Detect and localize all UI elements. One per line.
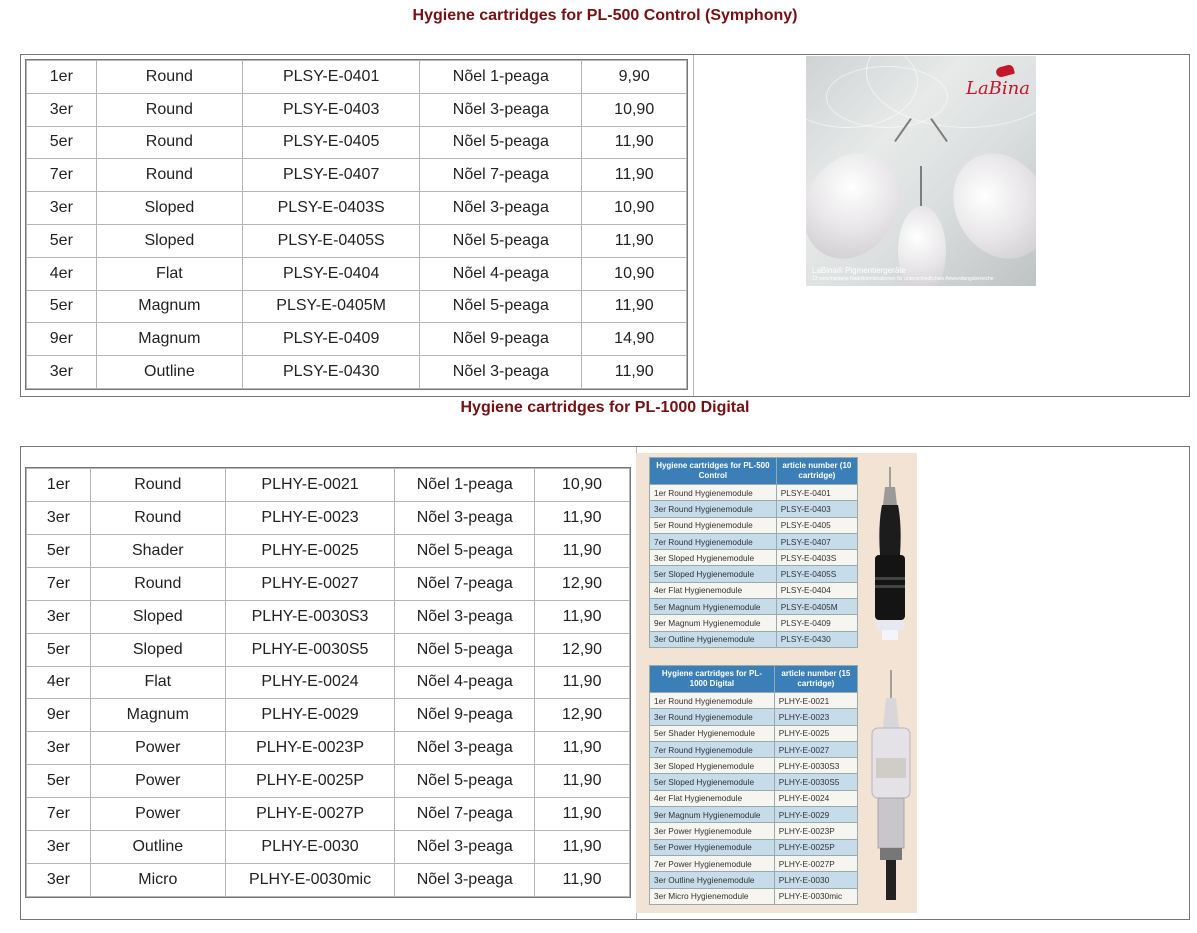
spec-module-cell: 3er Sloped Hygienemodule xyxy=(650,758,775,774)
spec-module-cell: 5er Sloped Hygienemodule xyxy=(650,774,775,790)
section1-table-row xyxy=(27,93,687,126)
spec-article-cell: PLHY-E-0027 xyxy=(774,741,857,757)
spec-row xyxy=(650,501,858,517)
section2-table-cell-type: Power xyxy=(90,798,225,831)
section2-table-row xyxy=(27,765,630,798)
spec-header-row xyxy=(650,666,858,693)
section2-table-cell-article: PLHY-E-0027 xyxy=(225,567,395,600)
spec-module-cell: 3er Sloped Hygienemodule xyxy=(650,550,777,566)
section2-table-cell-size: 1er xyxy=(27,469,91,502)
spec-module-cell: 7er Power Hygienemodule xyxy=(650,855,775,871)
spec-row xyxy=(650,485,858,501)
section1-table-cell-needle: Nõel 5-peaga xyxy=(420,224,582,257)
section2-table-cell-price: 11,90 xyxy=(535,864,630,897)
section1-table-cell-type: Sloped xyxy=(96,224,242,257)
section1-table-cell-article: PLSY-E-0407 xyxy=(243,159,420,192)
section2-table-cell-size: 9er xyxy=(27,699,91,732)
section1-table-cell-price: 10,90 xyxy=(582,93,687,126)
section1-table-cell-article: PLSY-E-0409 xyxy=(243,323,420,356)
spec-article-cell: PLHY-E-0030mic xyxy=(774,888,857,904)
section2-table-cell-needle: Nõel 1-peaga xyxy=(395,469,535,502)
spec-module-cell: 3er Outline Hygienemodule xyxy=(650,872,775,888)
section1-table-row xyxy=(27,192,687,225)
section2-table-cell-price: 12,90 xyxy=(535,699,630,732)
spec-module-cell: 5er Sloped Hygienemodule xyxy=(650,566,777,582)
section2-table-cell-needle: Nõel 5-peaga xyxy=(395,633,535,666)
section2-table-cell-price: 12,90 xyxy=(535,567,630,600)
spec-article-cell: PLSY-E-0407 xyxy=(776,533,857,549)
section2-table-cell-needle: Nõel 4-peaga xyxy=(395,666,535,699)
brand-logo: LaBina xyxy=(966,78,1030,99)
section1-table-row xyxy=(27,323,687,356)
section2-table-cell-article: PLHY-E-0023P xyxy=(225,732,395,765)
section1-table-cell-needle: Nõel 4-peaga xyxy=(420,257,582,290)
spec-header-cell: article number (15 cartridge) xyxy=(774,666,857,693)
section2-table-cell-price: 11,90 xyxy=(535,798,630,831)
black-cartridge-icon xyxy=(868,465,912,645)
section2-table-cell-price: 11,90 xyxy=(535,501,630,534)
spec-module-cell: 5er Shader Hygienemodule xyxy=(650,725,775,741)
spec-row xyxy=(650,725,858,741)
section1-table-cell-type: Round xyxy=(96,93,242,126)
section2-table-cell-needle: Nõel 5-peaga xyxy=(395,534,535,567)
spec-header-cell: Hygiene cartridges for PL-1000 Digital xyxy=(650,666,775,693)
section2-table-cell-type: Magnum xyxy=(90,699,225,732)
section2-table-row xyxy=(27,567,630,600)
section2-table-cell-needle: Nõel 3-peaga xyxy=(395,501,535,534)
spec-article-cell: PLHY-E-0021 xyxy=(774,693,857,709)
section2-table-cell-type: Flat xyxy=(90,666,225,699)
section2-table-cell-article: PLHY-E-0030S5 xyxy=(225,633,395,666)
section1-table-cell-price: 11,90 xyxy=(582,126,687,159)
spec-module-cell: 3er Power Hygienemodule xyxy=(650,823,775,839)
section2-table-row xyxy=(27,469,630,502)
section1-table-cell-type: Round xyxy=(96,61,242,94)
section2-table-cell-needle: Nõel 3-peaga xyxy=(395,732,535,765)
section2-table-row xyxy=(27,831,630,864)
section2-table-cell-price: 11,90 xyxy=(535,600,630,633)
section1-table-cell-needle: Nõel 1-peaga xyxy=(420,61,582,94)
section1-table-row xyxy=(27,290,687,323)
spec-row xyxy=(650,631,858,647)
spec-module-cell: 9er Magnum Hygienemodule xyxy=(650,807,775,823)
section2-table-cell-type: Outline xyxy=(90,831,225,864)
spec-row xyxy=(650,872,858,888)
section1-table-cell-price: 11,90 xyxy=(582,290,687,323)
section2-table-cell-article: PLHY-E-0025 xyxy=(225,534,395,567)
section1-table-cell-type: Magnum xyxy=(96,290,242,323)
spec-row xyxy=(650,855,858,871)
section1-table-cell-needle: Nõel 3-peaga xyxy=(420,93,582,126)
section2-table-cell-size: 5er xyxy=(27,633,91,666)
section2-table-cell-type: Power xyxy=(90,765,225,798)
section2-table-cell-article: PLHY-E-0021 xyxy=(225,469,395,502)
section2-table-cell-type: Sloped xyxy=(90,600,225,633)
section2-table-cell-size: 3er xyxy=(27,501,91,534)
section2-table-row xyxy=(27,798,630,831)
spec-article-cell: PLHY-E-0023P xyxy=(774,823,857,839)
section1-table-cell-size: 3er xyxy=(27,93,97,126)
spec-module-cell: 3er Round Hygienemodule xyxy=(650,501,777,517)
section1-table-cell-size: 7er xyxy=(27,159,97,192)
section1-table-row xyxy=(27,224,687,257)
section1-table-cell-needle: Nõel 5-peaga xyxy=(420,126,582,159)
spec-row xyxy=(650,888,858,904)
section2-table-cell-size: 7er xyxy=(27,567,91,600)
spec-table-pl500 xyxy=(649,457,858,648)
spec-header-row xyxy=(650,458,858,485)
section1-table-cell-needle: Nõel 3-peaga xyxy=(420,356,582,389)
spec-article-cell: PLSY-E-0405S xyxy=(776,566,857,582)
section1-table-row xyxy=(27,356,687,389)
section1-table-cell-needle: Nõel 5-peaga xyxy=(420,290,582,323)
section2-table-cell-article: PLHY-E-0025P xyxy=(225,765,395,798)
section1-table-cell-article: PLSY-E-0405 xyxy=(243,126,420,159)
spec-row xyxy=(650,599,858,615)
section2-table-cell-article: PLHY-E-0023 xyxy=(225,501,395,534)
section1-table-cell-type: Round xyxy=(96,126,242,159)
section1-table-cell-price: 11,90 xyxy=(582,159,687,192)
spec-row xyxy=(650,615,858,631)
spec-module-cell: 4er Flat Hygienemodule xyxy=(650,582,777,598)
spec-table-pl1000 xyxy=(649,665,858,905)
spec-row xyxy=(650,839,858,855)
section2-table-cell-price: 11,90 xyxy=(535,732,630,765)
section1-table-cell-needle: Nõel 3-peaga xyxy=(420,192,582,225)
section1-table-cell-size: 1er xyxy=(27,61,97,94)
section2-table-row xyxy=(27,699,630,732)
spec-module-cell: 3er Round Hygienemodule xyxy=(650,709,775,725)
section1-table-cell-size: 3er xyxy=(27,356,97,389)
section1-table-row xyxy=(27,159,687,192)
section1-table-cell-price: 9,90 xyxy=(582,61,687,94)
section2-table-cell-article: PLHY-E-0029 xyxy=(225,699,395,732)
section1-table-cell-article: PLSY-E-0403S xyxy=(243,192,420,225)
section1-table-cell-price: 11,90 xyxy=(582,356,687,389)
section2-table-cell-type: Round xyxy=(90,469,225,502)
section1-table-cell-price: 14,90 xyxy=(582,323,687,356)
spec-module-cell: 1er Round Hygienemodule xyxy=(650,693,775,709)
clear-cartridge-icon xyxy=(866,668,916,908)
section1-title: Hygiene cartridges for PL-500 Control (Symphony) xyxy=(412,7,798,24)
section2-table-row xyxy=(27,732,630,765)
section1-table-cell-size: 4er xyxy=(27,257,97,290)
section2-table-cell-type: Round xyxy=(90,501,225,534)
section1-table-cell-type: Flat xyxy=(96,257,242,290)
section2-table-row xyxy=(27,600,630,633)
section2-table-cell-type: Sloped xyxy=(90,633,225,666)
spec-article-cell: PLSY-E-0404 xyxy=(776,582,857,598)
section2-table-cell-needle: Nõel 3-peaga xyxy=(395,600,535,633)
spec-row xyxy=(650,693,858,709)
spec-row xyxy=(650,517,858,533)
spec-article-cell: PLHY-E-0025 xyxy=(774,725,857,741)
section2-table-cell-price: 10,90 xyxy=(535,469,630,502)
section2-table-cell-type: Micro xyxy=(90,864,225,897)
section2-title: Hygiene cartridges for PL-1000 Digital xyxy=(460,399,750,416)
spec-row xyxy=(650,741,858,757)
spec-header-cell: article number (10 cartridge) xyxy=(776,458,857,485)
section2-table-cell-price: 11,90 xyxy=(535,534,630,567)
section1-table-cell-size: 5er xyxy=(27,224,97,257)
spec-module-cell: 1er Round Hygienemodule xyxy=(650,485,777,501)
section1-table-cell-size: 9er xyxy=(27,323,97,356)
section1-table-cell-type: Outline xyxy=(96,356,242,389)
spec-module-cell: 4er Flat Hygienemodule xyxy=(650,790,775,806)
spec-article-cell: PLHY-E-0023 xyxy=(774,709,857,725)
section2-table-cell-size: 3er xyxy=(27,864,91,897)
spec-row xyxy=(650,790,858,806)
section2-table-cell-needle: Nõel 7-peaga xyxy=(395,798,535,831)
section1-table-row xyxy=(27,126,687,159)
section2-table-cell-needle: Nõel 3-peaga xyxy=(395,864,535,897)
section2-table-cell-needle: Nõel 3-peaga xyxy=(395,831,535,864)
spec-article-cell: PLHY-E-0030 xyxy=(774,872,857,888)
section1-table-cell-needle: Nõel 9-peaga xyxy=(420,323,582,356)
section1-table-cell-article: PLSY-E-0405S xyxy=(243,224,420,257)
spec-module-cell: 9er Magnum Hygienemodule xyxy=(650,615,777,631)
section1-table-row xyxy=(27,61,687,94)
section2-table-cell-needle: Nõel 5-peaga xyxy=(395,765,535,798)
section1-table-row xyxy=(27,257,687,290)
spec-module-cell: 3er Micro Hygienemodule xyxy=(650,888,775,904)
section2-table-row xyxy=(27,534,630,567)
image-caption: LaBina® Pigmentiergeräte 13 verschiedene Nadelkombinationen für unterschiedlichste Anwendungsbereiche xyxy=(812,266,994,282)
section2-table-frame xyxy=(25,467,631,898)
section2-table-row xyxy=(27,864,630,897)
spec-row xyxy=(650,774,858,790)
section1-table-cell-article: PLSY-E-0430 xyxy=(243,356,420,389)
spec-article-cell: PLSY-E-0403 xyxy=(776,501,857,517)
section2-table-cell-size: 4er xyxy=(27,666,91,699)
spec-article-cell: PLHY-E-0025P xyxy=(774,839,857,855)
spec-article-cell: PLSY-E-0430 xyxy=(776,631,857,647)
section1-table-cell-needle: Nõel 7-peaga xyxy=(420,159,582,192)
section1-table-cell-price: 10,90 xyxy=(582,257,687,290)
section2-table-cell-size: 3er xyxy=(27,831,91,864)
spec-article-cell: PLHY-E-0029 xyxy=(774,807,857,823)
spec-row xyxy=(650,582,858,598)
spec-module-cell: 3er Outline Hygienemodule xyxy=(650,631,777,647)
section2-table-cell-type: Shader xyxy=(90,534,225,567)
section2-price-table xyxy=(26,468,630,897)
section1-table-cell-article: PLSY-E-0401 xyxy=(243,61,420,94)
section1-table-cell-article: PLSY-E-0404 xyxy=(243,257,420,290)
spec-article-cell: PLSY-E-0409 xyxy=(776,615,857,631)
section2-table-cell-article: PLHY-E-0030 xyxy=(225,831,395,864)
section2-table-cell-article: PLHY-E-0024 xyxy=(225,666,395,699)
section2-table-cell-price: 12,90 xyxy=(535,633,630,666)
spec-row xyxy=(650,533,858,549)
spec-row xyxy=(650,566,858,582)
spec-module-cell: 7er Round Hygienemodule xyxy=(650,533,777,549)
section2-table-row xyxy=(27,666,630,699)
section1-table-frame xyxy=(25,59,688,390)
section1-table-cell-article: PLSY-E-0403 xyxy=(243,93,420,126)
spec-module-cell: 7er Round Hygienemodule xyxy=(650,741,775,757)
section2-table-cell-article: PLHY-E-0030S3 xyxy=(225,600,395,633)
spec-module-cell: 5er Magnum Hygienemodule xyxy=(650,599,777,615)
section2-table-cell-size: 3er xyxy=(27,600,91,633)
section2-table-cell-price: 11,90 xyxy=(535,765,630,798)
section2-table-cell-needle: Nõel 9-peaga xyxy=(395,699,535,732)
section2-table-cell-size: 5er xyxy=(27,765,91,798)
section1-table-cell-size: 3er xyxy=(27,192,97,225)
section2-table-cell-size: 5er xyxy=(27,534,91,567)
section1-table-cell-size: 5er xyxy=(27,290,97,323)
spec-header-cell: Hygiene cartridges for PL-500 Control xyxy=(650,458,777,485)
section2-table-cell-type: Round xyxy=(90,567,225,600)
spec-article-cell: PLSY-E-0405M xyxy=(776,599,857,615)
section1-table-cell-article: PLSY-E-0405M xyxy=(243,290,420,323)
spec-article-cell: PLSY-E-0405 xyxy=(776,517,857,533)
spec-row xyxy=(650,807,858,823)
section2-table-cell-type: Power xyxy=(90,732,225,765)
section2-table-cell-article: PLHY-E-0030mic xyxy=(225,864,395,897)
section1-table-cell-type: Round xyxy=(96,159,242,192)
spec-article-cell: PLSY-E-0401 xyxy=(776,485,857,501)
spec-module-cell: 5er Round Hygienemodule xyxy=(650,517,777,533)
section2-table-cell-needle: Nõel 7-peaga xyxy=(395,567,535,600)
section1-table-cell-price: 11,90 xyxy=(582,224,687,257)
section2-table-cell-price: 11,90 xyxy=(535,666,630,699)
section1-price-table xyxy=(26,60,687,389)
section2-table-cell-article: PLHY-E-0027P xyxy=(225,798,395,831)
spec-article-cell: PLHY-E-0030S5 xyxy=(774,774,857,790)
section2-table-row xyxy=(27,633,630,666)
section2-table-row xyxy=(27,501,630,534)
spec-module-cell: 5er Power Hygienemodule xyxy=(650,839,775,855)
spec-article-cell: PLHY-E-0030S3 xyxy=(774,758,857,774)
labina-product-image xyxy=(806,56,1036,286)
spec-row xyxy=(650,550,858,566)
spec-article-cell: PLHY-E-0024 xyxy=(774,790,857,806)
cartridge-right-icon xyxy=(935,136,1036,276)
spec-article-cell: PLHY-E-0027P xyxy=(774,855,857,871)
section2-table-cell-size: 7er xyxy=(27,798,91,831)
spec-article-cell: PLSY-E-0403S xyxy=(776,550,857,566)
section2-table-cell-size: 3er xyxy=(27,732,91,765)
section1-table-cell-size: 5er xyxy=(27,126,97,159)
spec-row xyxy=(650,709,858,725)
section1-column-divider xyxy=(693,55,694,396)
section1-table-cell-type: Magnum xyxy=(96,323,242,356)
section1-table-cell-price: 10,90 xyxy=(582,192,687,225)
spec-row xyxy=(650,758,858,774)
section1-table-cell-type: Sloped xyxy=(96,192,242,225)
section2-table-cell-price: 11,90 xyxy=(535,831,630,864)
spec-row xyxy=(650,823,858,839)
